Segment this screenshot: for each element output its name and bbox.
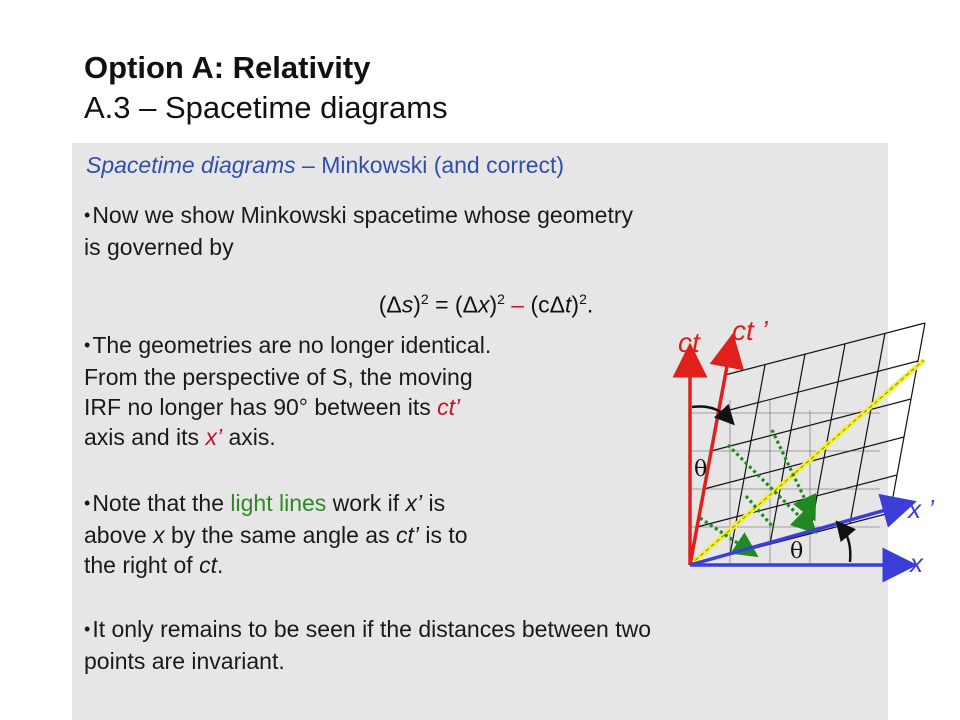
p3-h: by the same angle as [164, 522, 396, 548]
eq-h: . [586, 291, 594, 318]
bullet: • [84, 493, 91, 513]
p3-d: x’ [405, 490, 423, 516]
eq-g: ) [571, 291, 580, 318]
p3-l: ct [199, 552, 217, 578]
p3-m: . [216, 552, 224, 578]
p1-line-2: is governed by [84, 234, 234, 260]
minkowski-diagram [660, 300, 956, 590]
eq-e1: 2 [420, 291, 429, 307]
paragraph-4 [84, 614, 651, 676]
p4-line-1: It only remains to be seen if the distances between two [92, 616, 652, 642]
theta-top: θ [694, 457, 708, 482]
label-ct: ct [678, 327, 700, 358]
eq-b: ) [413, 291, 421, 318]
p2-ct-prime: ct’ [437, 394, 461, 420]
subtitle-rest: – Minkowski (and correct) [295, 152, 565, 178]
theta-bottom: θ [790, 539, 804, 564]
label-ct-prime: ct ’ [732, 315, 768, 346]
p3-c: work if [326, 490, 406, 516]
section-subtitle [86, 150, 564, 180]
p2-line-2: From the perspective of S, the moving [84, 364, 473, 390]
p3-light-lines: light lines [230, 490, 327, 516]
title-line-2: A.3 – Spacetime diagrams [84, 90, 448, 125]
angle-arrow-top [692, 406, 728, 418]
grid-lines [690, 323, 925, 565]
p2-line-3: IRF no longer has 90° between its [84, 394, 438, 420]
dotted-light-lines [700, 430, 810, 550]
eq-e2: 2 [497, 291, 505, 307]
p3-k: the right of [84, 552, 200, 578]
eq-d: ) [489, 291, 498, 318]
p3-a: Note that the [92, 490, 231, 516]
eq-minus: – [504, 291, 531, 318]
p3-f: above [84, 522, 154, 548]
p3-i: ct’ [395, 522, 419, 548]
bullet: • [84, 335, 91, 355]
eq-s: s [401, 291, 414, 318]
label-x-prime: x ’ [908, 494, 934, 524]
bullet: • [84, 619, 91, 639]
p3-g: x [153, 522, 165, 548]
angle-arrow-bottom [842, 528, 850, 562]
eq-f: (cΔ [530, 291, 566, 318]
eq-c: = (Δ [428, 291, 478, 318]
p3-e: is [422, 490, 446, 516]
paragraph-3 [84, 488, 468, 580]
paragraph-1 [84, 200, 633, 262]
p4-line-2: points are invariant. [84, 648, 285, 674]
p3-j: is to [418, 522, 468, 548]
eq-a: (Δ [378, 291, 402, 318]
p2-line-4: axis and its [84, 424, 206, 450]
page-title [84, 48, 448, 128]
eq-e3: 2 [579, 291, 587, 307]
p2-line-1: The geometries are no longer identical. [92, 332, 492, 358]
label-x: x [910, 548, 923, 578]
title-line-1: Option A: Relativity [84, 50, 371, 85]
eq-t: t [565, 291, 572, 318]
paragraph-2 [84, 330, 491, 452]
p2-line-4-end: axis. [222, 424, 276, 450]
p1-line-1: Now we show Minkowski spacetime whose geometry [92, 202, 634, 228]
eq-x: x [477, 291, 490, 318]
subtitle-italic: Spacetime diagrams [86, 152, 296, 178]
p2-x-prime: x’ [205, 424, 223, 450]
bullet: • [84, 205, 91, 225]
